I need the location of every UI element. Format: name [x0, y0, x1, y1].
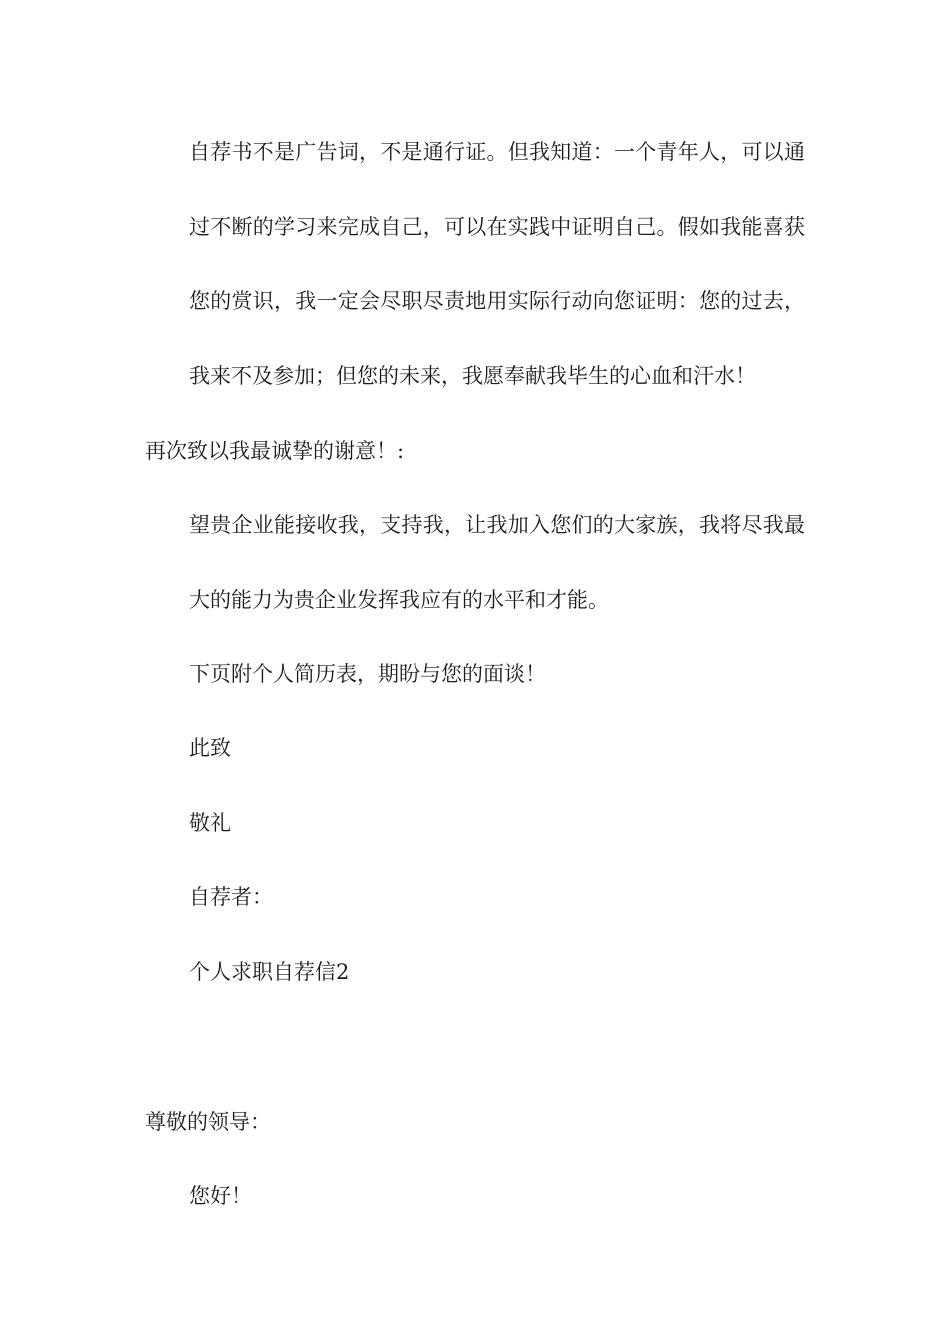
closing-regards: 敬礼: [189, 811, 231, 835]
paragraph-thanks: 再次致以我最诚挚的谢意！:: [145, 439, 405, 463]
greeting-hello: 您好！: [189, 1184, 252, 1208]
paragraph-hope-to-join: 望贵企业能接收我，支持我，让我加入您们的大家族，我将尽我最大的能力为贵企业发挥我应有的水平和才能。: [189, 513, 805, 612]
paragraph-resume-attached: 下页附个人简历表，期盼与您的面谈！: [189, 662, 546, 686]
closing-salutation: 此致: [189, 736, 231, 760]
paragraph-self-recommendation: 自荐书不是广告词，不是通行证。但我知道：一个青年人，可以通过不断的学习来完成自己，可以在实践中证明自己。假如我能喜获您的赏识，我一定会尽职尽责地用实际行动向您证明：您的过去，我来不及参加；但您的未来，我愿奉献我毕生的心血和汗水！: [189, 140, 805, 388]
section-title-letter-2: 个人求职自荐信2: [189, 960, 350, 984]
greeting-recipient: 尊敬的领导：: [145, 1110, 271, 1134]
signature-label: 自荐者：: [189, 885, 273, 909]
